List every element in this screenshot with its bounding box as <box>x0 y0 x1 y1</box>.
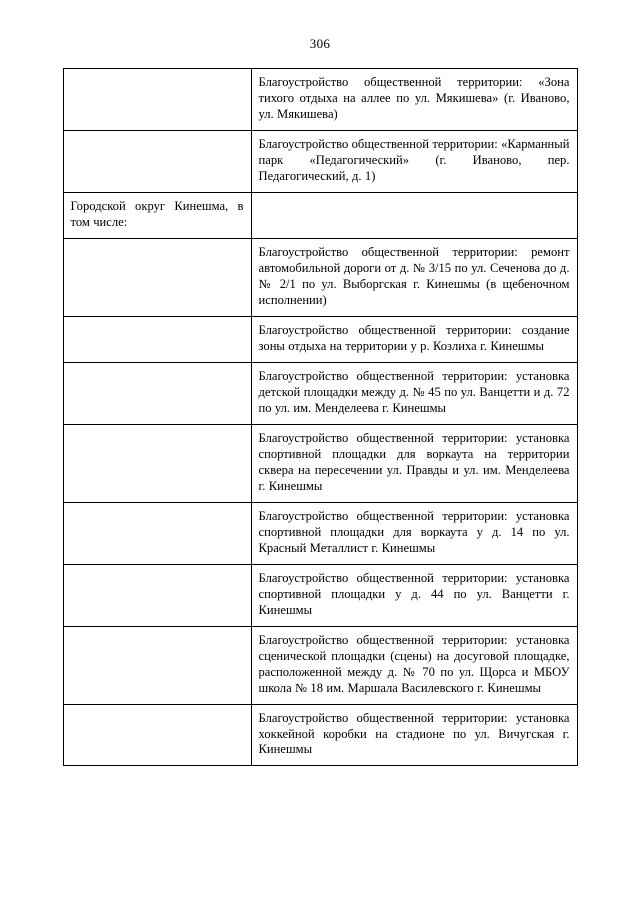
table-cell-activity <box>251 316 577 362</box>
table-row <box>63 130 577 192</box>
table-cell-municipality <box>63 564 251 626</box>
cell-text: Благоустройство общественной территории: установка детской площадки между д. № 45 по ул. Ванцетти и д. 72 по ул. им. Менделеева г. Кинешмы <box>258 368 570 415</box>
table-row <box>63 424 577 502</box>
cell-text: Благоустройство общественной территории: установка спортивной площадки для воркаута у д. 14 по ул. Красный Металлист г. Кинешмы <box>258 508 570 555</box>
cell-text: Городской округ Кинешма, в том числе: <box>70 198 244 229</box>
table-cell-activity <box>251 424 577 502</box>
table-cell-municipality <box>63 704 251 766</box>
table-body <box>63 69 577 766</box>
table-cell-activity <box>251 564 577 626</box>
table-cell-municipality <box>63 130 251 192</box>
table-cell-municipality <box>63 192 251 238</box>
cell-text: Благоустройство общественной территории: «Зона тихого отдыха на аллее по ул. Мякишева» (г. Иваново, ул. Мякишева) <box>258 75 570 121</box>
table-cell-activity <box>251 130 577 192</box>
table-cell-activity <box>251 192 577 238</box>
table-row <box>63 502 577 564</box>
table-row <box>63 238 577 316</box>
table-cell-municipality <box>63 424 251 502</box>
cell-text: Благоустройство общественной территории: ремонт автомобильной дороги от д. № 3/15 по ул. Сеченова до д. № 2/1 по ул. Выборгская г. Кинешмы (в щебеночном исполнении) <box>258 244 570 307</box>
table-cell-activity <box>251 626 577 704</box>
table-cell-activity <box>251 704 577 766</box>
cell-text: Благоустройство общественной территории: «Карманный парк «Педагогический» (г. Иваново, пер. Педагогический, д. 1) <box>258 136 570 183</box>
table-row <box>63 316 577 362</box>
cell-text: Благоустройство общественной территории: установка сценической площадки (сцены) на досуговой площадке, расположенной между д. № 70 по ул. Щорса и МБОУ школа № 18 им. Маршала Василевского г. Кинешмы <box>258 632 570 695</box>
cell-text: Благоустройство общественной территории: установка спортивной площадки у д. 44 по ул. Ванцетти г. Кинешмы <box>258 570 570 617</box>
table-cell-municipality <box>63 238 251 316</box>
table-cell-municipality <box>63 502 251 564</box>
table-cell-municipality <box>63 626 251 704</box>
table-cell-activity <box>251 238 577 316</box>
activities-table <box>63 68 578 766</box>
table-row <box>63 704 577 766</box>
table-cell-activity <box>251 69 577 131</box>
cell-text: Благоустройство общественной территории: создание зоны отдыха на территории у р. Козлиха г. Кинешмы <box>258 322 570 353</box>
table-cell-activity <box>251 362 577 424</box>
page-number: 306 <box>309 36 331 51</box>
cell-text: Благоустройство общественной территории: установка спортивной площадки для воркаута на территории сквера на пересечении ул. Правды и ул. им. Менделеева г. Кинешмы <box>258 430 570 493</box>
table-cell-municipality <box>63 316 251 362</box>
table-cell-activity <box>251 502 577 564</box>
table-row <box>63 192 577 238</box>
table-cell-municipality <box>63 362 251 424</box>
cell-text: Благоустройство общественной территории: установка хоккейной коробки на стадионе по ул. Вичугская г. Кинешмы <box>258 710 570 757</box>
table-row <box>63 362 577 424</box>
table-row <box>63 626 577 704</box>
table-cell-municipality <box>63 69 251 131</box>
table-row <box>63 564 577 626</box>
table-row <box>63 69 577 131</box>
